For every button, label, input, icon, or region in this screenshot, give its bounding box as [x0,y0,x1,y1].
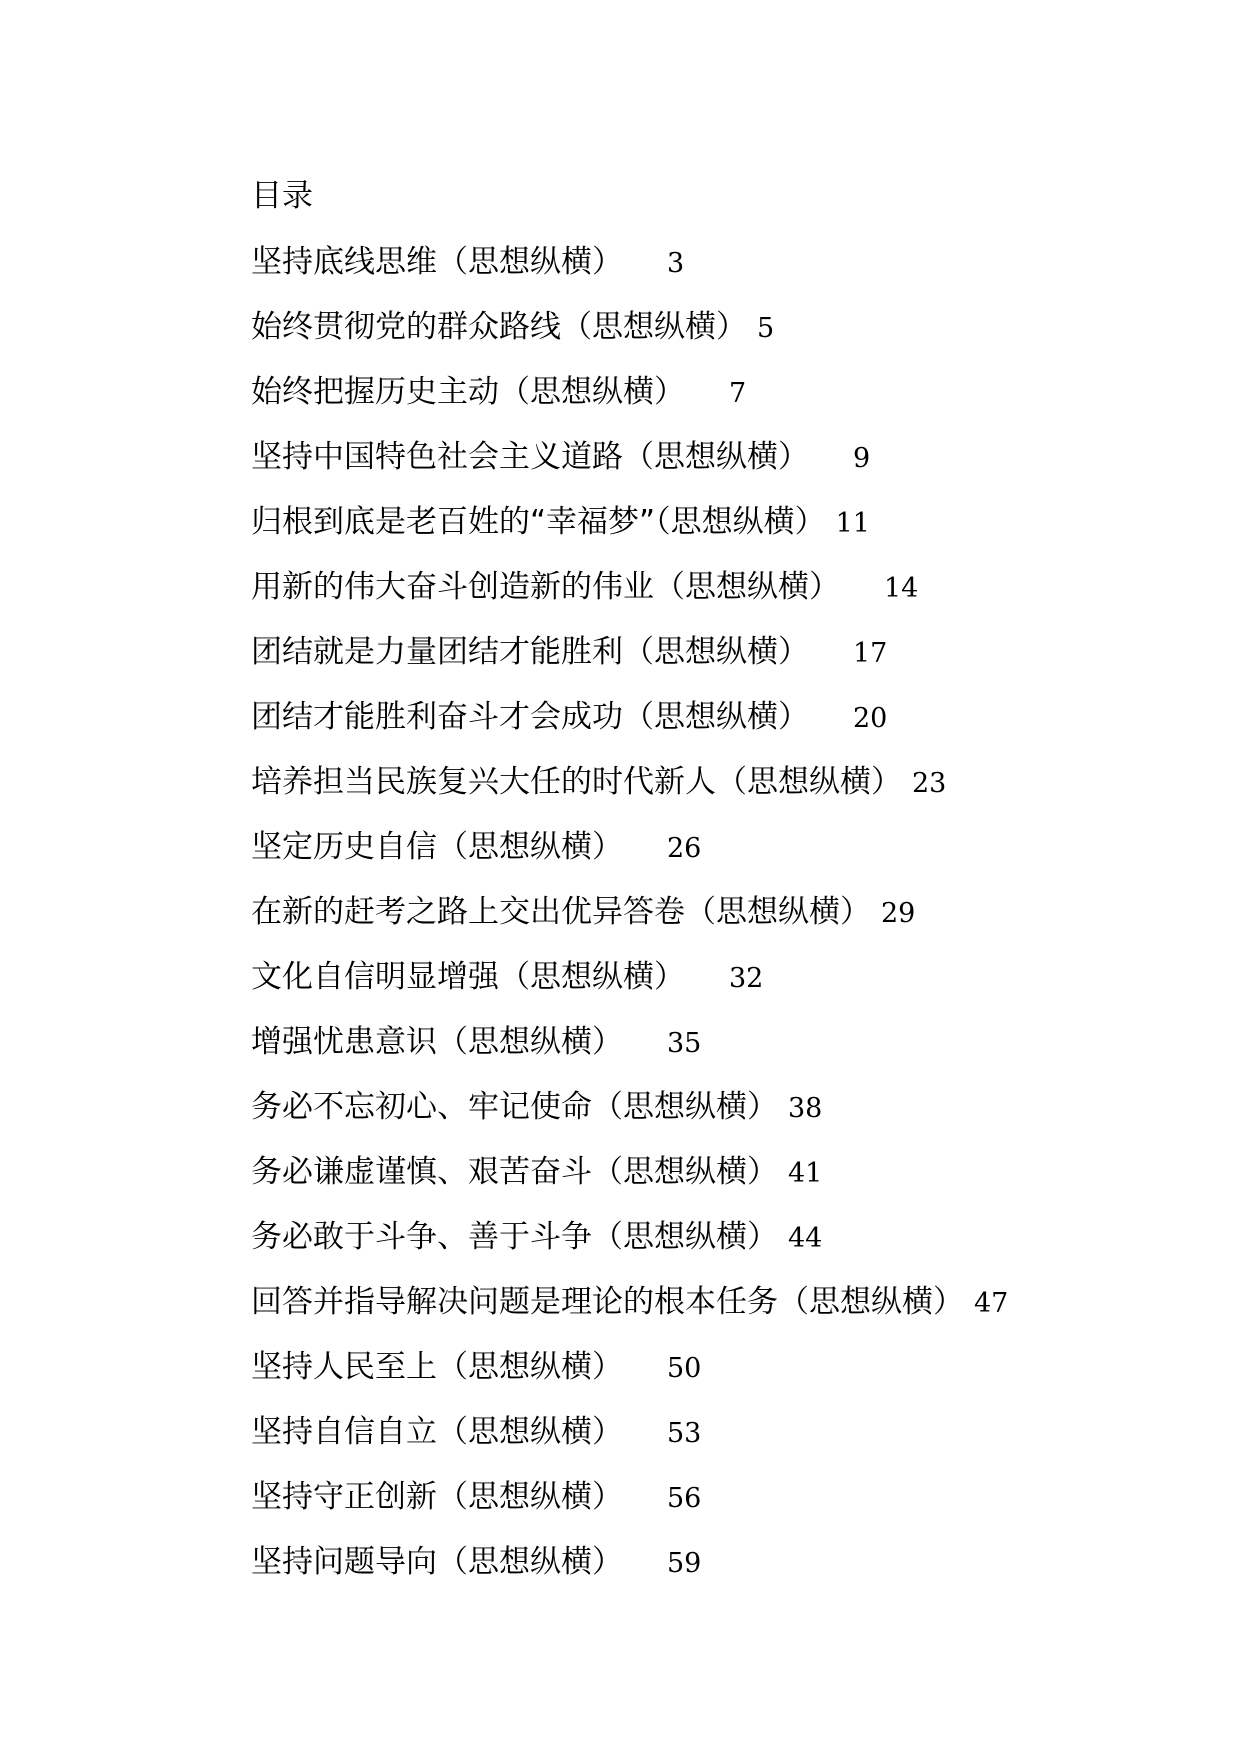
toc-entry[interactable] [251,1540,1008,1605]
toc-entry-page-number: 26 [667,833,702,864]
toc-entry[interactable] [251,955,1008,1020]
toc-entry-title: 用新的伟大奋斗创造新的伟业（思想纵横） [251,569,840,605]
toc-entry-title: 始终把握历史主动（思想纵横） [251,374,685,410]
toc-entry[interactable] [251,1020,1008,1085]
toc-entry-page-number: 35 [667,1028,702,1059]
toc-entry-page-number: 3 [667,248,685,279]
toc-entry-title: 增强忧患意识（思想纵横） [251,1024,623,1060]
toc-entry-page-number: 59 [667,1548,702,1579]
toc-entry-page-number: 47 [974,1288,1009,1319]
toc-entry-title: 始终贯彻党的群众路线（思想纵横） [251,309,747,345]
toc-entry[interactable] [251,1215,1008,1280]
toc-heading: 目录 [251,178,313,214]
toc-entry-title: 文化自信明显增强（思想纵横） [251,959,685,995]
toc-entry[interactable] [251,890,1008,955]
toc-entry-page-number: 9 [853,443,871,474]
toc-entry-page-number: 5 [757,313,775,344]
toc-entry-page-number: 17 [853,638,888,669]
toc-entry-title: 归根到底是老百姓的“幸福梦”（思想纵横） [251,504,826,540]
toc-entry-title: 团结就是力量团结才能胜利（思想纵横） [251,634,809,670]
toc-entry-title: 坚定历史自信（思想纵横） [251,829,623,865]
toc-entry-title: 回答并指导解决问题是理论的根本任务（思想纵横） [251,1284,964,1320]
toc-entry[interactable] [251,305,1008,370]
toc-entry[interactable] [251,1345,1008,1410]
toc-entry[interactable] [251,695,1008,760]
toc-entry-page-number: 53 [667,1418,702,1449]
toc-entry-title: 坚持问题导向（思想纵横） [251,1544,623,1580]
toc-entry[interactable] [251,630,1008,695]
toc-entry[interactable] [251,370,1008,435]
toc-list [251,240,1008,1605]
toc-entry-title: 务必不忘初心、牢记使命（思想纵横） [251,1089,778,1125]
toc-entry[interactable] [251,240,1008,305]
toc-entry-page-number: 20 [853,703,888,734]
toc-entry-page-number: 41 [788,1158,823,1189]
toc-entry-page-number: 44 [788,1223,823,1254]
toc-entry-page-number: 29 [881,898,916,929]
toc-entry[interactable] [251,1410,1008,1475]
toc-entry-title: 坚持人民至上（思想纵横） [251,1349,623,1385]
toc-entry-title: 务必谦虚谨慎、艰苦奋斗（思想纵横） [251,1154,778,1190]
toc-entry-title: 团结才能胜利奋斗才会成功（思想纵横） [251,699,809,735]
toc-entry-page-number: 14 [884,573,919,604]
toc-entry-page-number: 23 [912,768,947,799]
toc-entry-title: 坚持中国特色社会主义道路（思想纵横） [251,439,809,475]
toc-entry-page-number: 56 [667,1483,702,1514]
toc-entry[interactable] [251,435,1008,500]
toc-entry[interactable] [251,1150,1008,1215]
toc-entry-title: 务必敢于斗争、善于斗争（思想纵横） [251,1219,778,1255]
toc-entry[interactable] [251,565,1008,630]
toc-entry-title: 培养担当民族复兴大任的时代新人（思想纵横） [251,764,902,800]
toc-entry-title: 坚持自信自立（思想纵横） [251,1414,623,1450]
toc-entry-page-number: 7 [729,378,747,409]
toc-entry[interactable] [251,825,1008,890]
toc-entry[interactable] [251,760,1008,825]
toc-entry[interactable] [251,1085,1008,1150]
toc-entry-title: 在新的赶考之路上交出优异答卷（思想纵横） [251,894,871,930]
toc-entry[interactable] [251,1475,1008,1540]
toc-entry-page-number: 38 [788,1093,823,1124]
toc-entry-title: 坚持守正创新（思想纵横） [251,1479,623,1515]
toc-entry-page-number: 32 [729,963,764,994]
toc-entry-page-number: 11 [835,508,870,539]
toc-entry[interactable] [251,500,1008,565]
toc-entry-page-number: 50 [667,1353,702,1384]
toc-entry-title: 坚持底线思维（思想纵横） [251,244,623,280]
toc-entry[interactable] [251,1280,1008,1345]
